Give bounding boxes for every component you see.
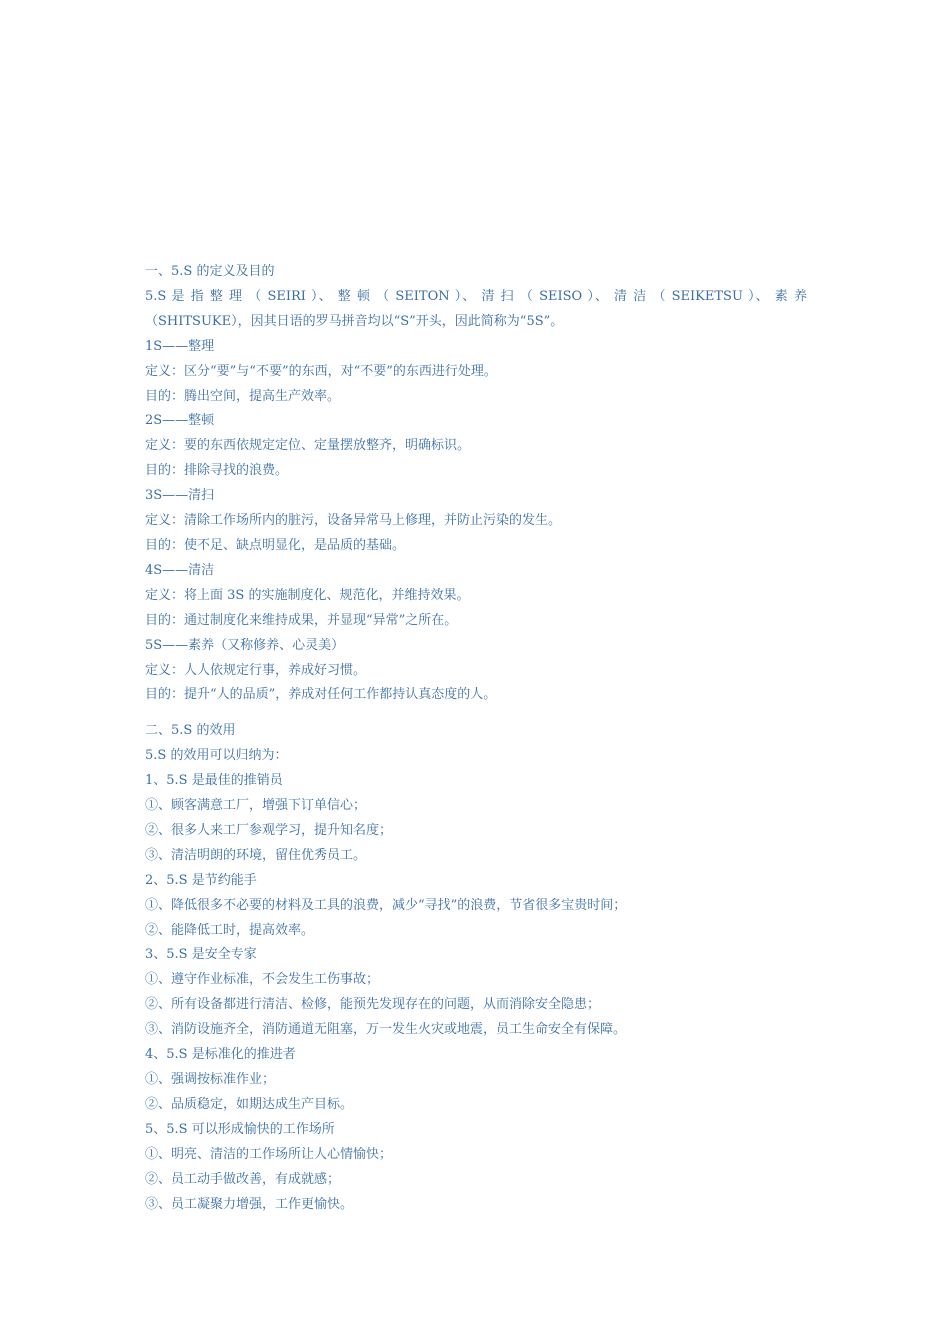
document-body: [145, 260, 807, 1217]
section2-heading: 二、5.S 的效用: [145, 723, 236, 739]
item-4s-definition: 定义：将上面 3S 的实施制度化、规范化，并维持效果。: [145, 587, 470, 603]
benefit-1-title: 1、5.S 是最佳的推销员: [145, 773, 283, 789]
benefit-3-title: 3、5.S 是安全专家: [145, 947, 257, 963]
benefit-2-point: ②、能降低工时，提高效率。: [145, 922, 315, 938]
benefit-5-title: 5、5.S 可以形成愉快的工作场所: [145, 1121, 335, 1137]
benefit-1-point: ③、清洁明朗的环境，留住优秀员工。: [145, 847, 367, 863]
benefit-2-title: 2、5.S 是节约能手: [145, 872, 257, 888]
benefit-1-point: ①、顾客满意工厂，增强下订单信心；: [145, 798, 367, 814]
benefit-5-point: ③、员工凝聚力增强，工作更愉快。: [145, 1196, 354, 1212]
benefit-3-point: ③、消防设施齐全，消防通道无阻塞，万一发生火灾或地震，员工生命安全有保障。: [145, 1022, 627, 1038]
section-gap: [145, 708, 807, 719]
benefit-3-point: ①、遵守作业标准，不会发生工伤事故；: [145, 972, 380, 988]
item-2s-title: 2S——整顿: [145, 413, 215, 429]
benefit-4-point: ②、品质稳定，如期达成生产目标。: [145, 1096, 354, 1112]
item-1s-purpose: 目的：腾出空间，提高生产效率。: [145, 388, 341, 404]
benefit-5-point: ②、员工动手做改善，有成就感；: [145, 1171, 341, 1187]
definition-list: [145, 335, 807, 709]
item-1s-definition: 定义：区分“要”与“不要”的东西，对“不要”的东西进行处理。: [145, 363, 497, 379]
benefit-2-point: ①、降低很多不必要的材料及工具的浪费，减少“寻找”的浪费，节省很多宝贵时间；: [145, 897, 627, 913]
benefit-list: [145, 769, 807, 1217]
item-5s-title: 5S——素养（又称修养、心灵美）: [145, 637, 345, 653]
item-4s-title: 4S——清洁: [145, 562, 215, 578]
benefit-5-point: ①、明亮、清洁的工作场所让人心情愉快；: [145, 1146, 393, 1162]
section1-heading: 一、5.S 的定义及目的: [145, 264, 275, 279]
item-2s-definition: 定义：要的东西依规定定位、定量摆放整齐，明确标识。: [145, 438, 471, 454]
item-3s-title: 3S——清扫: [145, 488, 215, 504]
item-4s-purpose: 目的：通过制度化来维持成果，并显现“异常”之所在。: [145, 612, 458, 628]
benefit-4-point: ①、强调按标准作业；: [145, 1072, 276, 1087]
section1-intro: 5.S 是 指 整 理 （ SEIRI ）、 整 顿 （ SEITON ）、 清 扫 （ SEISO ）、 清 洁 （ SEIKETSU ）、 素 养（SHITSUKE），因其日语的罗马拼音均以“S”开头，因此简称为“5S”。: [145, 288, 807, 329]
item-1s-title: 1S——整理: [145, 338, 215, 354]
item-5s-purpose: 目的：提升“人的品质”，养成对任何工作都持认真态度的人。: [145, 687, 497, 703]
benefit-4-title: 4、5.S 是标准化的推进者: [145, 1047, 296, 1063]
section2-intro: 5.S 的效用可以归纳为：: [145, 748, 288, 764]
benefit-1-point: ②、很多人来工厂参观学习，提升知名度；: [145, 822, 393, 838]
item-3s-purpose: 目的：使不足、缺点明显化，是品质的基础。: [145, 537, 406, 553]
item-2s-purpose: 目的：排除寻找的浪费。: [145, 463, 289, 479]
item-3s-definition: 定义：清除工作场所内的脏污，设备异常马上修理，并防止污染的发生。: [145, 513, 562, 529]
benefit-3-point: ②、所有设备都进行清洁、检修，能预先发现存在的问题，从而消除安全隐患；: [145, 997, 601, 1013]
item-5s-definition: 定义：人人依规定行事，养成好习惯。: [145, 662, 367, 678]
